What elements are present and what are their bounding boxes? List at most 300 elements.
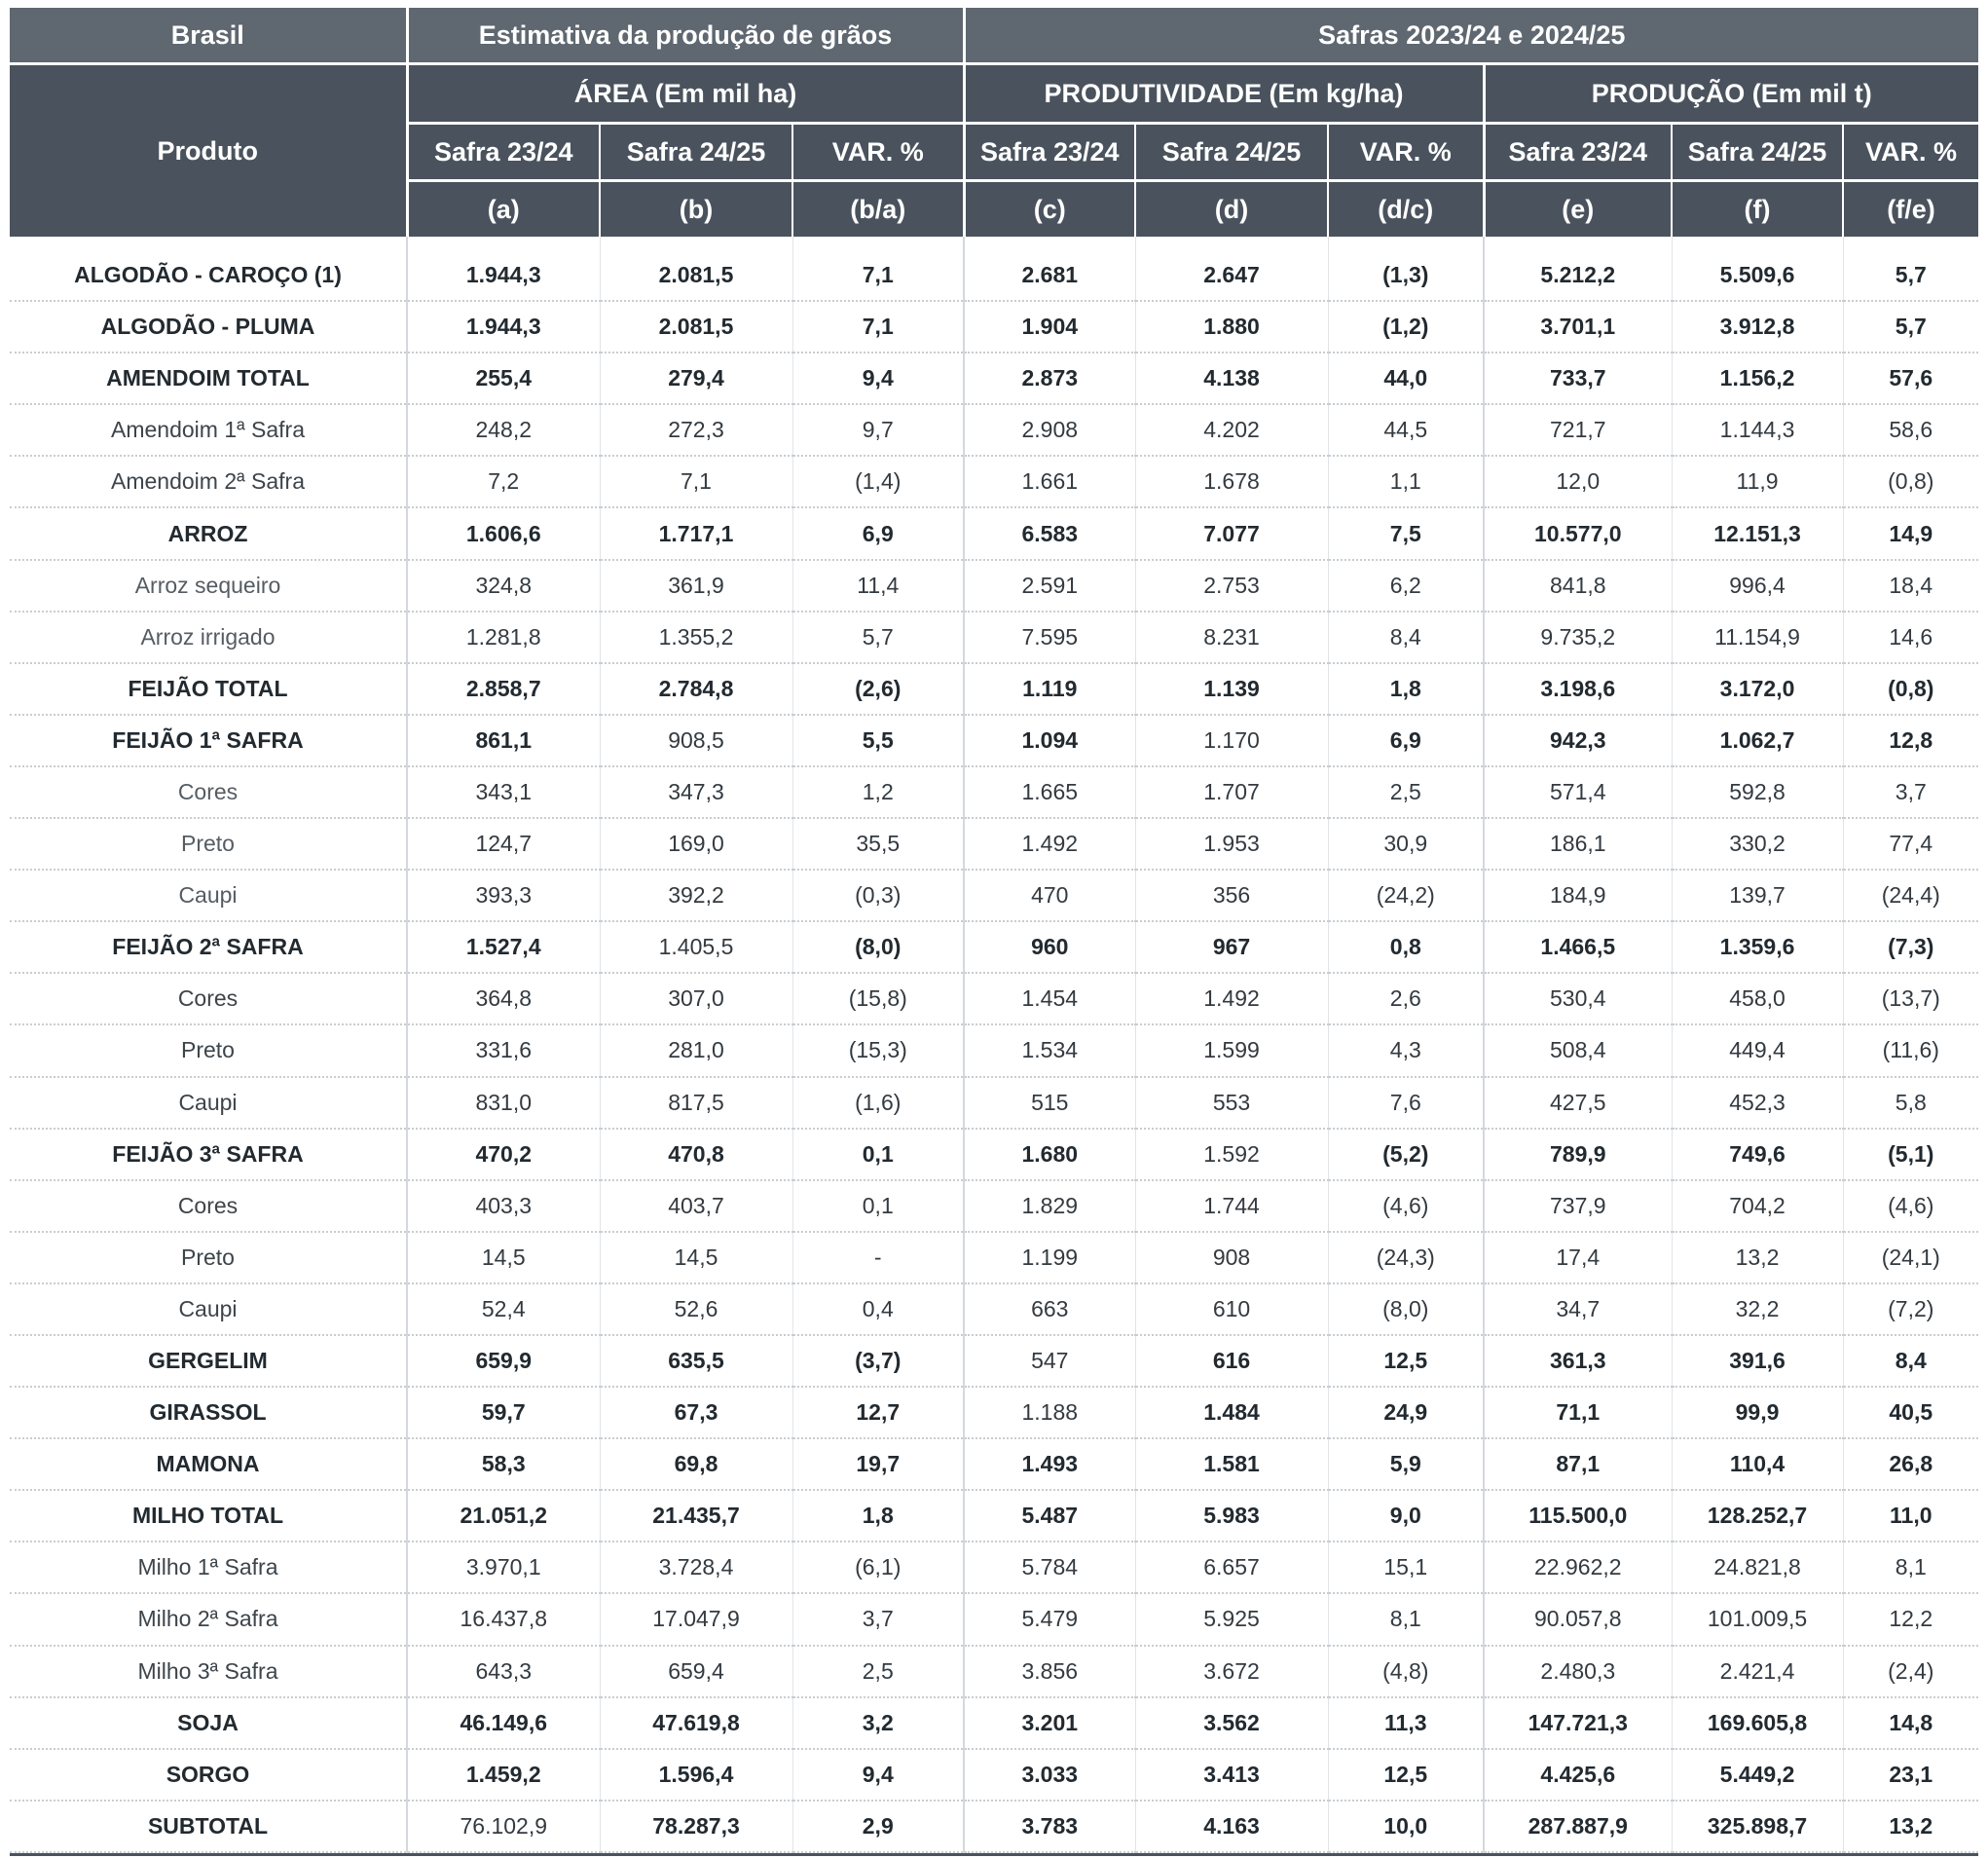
- value-cell: 659,9: [407, 1335, 600, 1387]
- value-cell: 2.784,8: [600, 663, 792, 715]
- value-cell: 1,1: [1328, 456, 1484, 507]
- value-cell: 3.970,1: [407, 1542, 600, 1593]
- product-name-cell: Preto: [10, 1024, 407, 1076]
- value-cell: 1.170: [1135, 715, 1328, 766]
- value-cell: 4.202: [1135, 404, 1328, 456]
- product-name-cell: GIRASSOL: [10, 1387, 407, 1438]
- value-cell: 4.138: [1135, 353, 1328, 404]
- product-name-cell: Preto: [10, 1232, 407, 1283]
- value-cell: 47.619,8: [600, 1697, 792, 1749]
- value-cell: (4,6): [1328, 1180, 1484, 1232]
- grain-production-table-container: [10, 8, 1978, 1853]
- value-cell: (4,6): [1843, 1180, 1978, 1232]
- value-cell: 789,9: [1484, 1129, 1672, 1180]
- value-cell: (24,4): [1843, 870, 1978, 921]
- product-name-cell: FEIJÃO TOTAL: [10, 663, 407, 715]
- value-cell: 71,1: [1484, 1387, 1672, 1438]
- value-cell: 1.904: [964, 301, 1135, 353]
- table-row: [10, 1077, 1978, 1129]
- table-row: [10, 921, 1978, 973]
- table-body: [10, 237, 1978, 1852]
- table-row: [10, 663, 1978, 715]
- table-row: [10, 1749, 1978, 1801]
- table-row: [10, 560, 1978, 612]
- value-cell: 7,1: [792, 237, 964, 301]
- value-cell: 44,0: [1328, 353, 1484, 404]
- value-cell: 3.912,8: [1672, 301, 1843, 353]
- value-cell: 5.925: [1135, 1593, 1328, 1645]
- value-cell: 32,2: [1672, 1283, 1843, 1335]
- value-cell: 330,2: [1672, 818, 1843, 870]
- table-row: [10, 404, 1978, 456]
- header-letter-c: (c): [964, 181, 1135, 238]
- value-cell: 547: [964, 1335, 1135, 1387]
- product-name-cell: FEIJÃO 3ª SAFRA: [10, 1129, 407, 1180]
- value-cell: 272,3: [600, 404, 792, 456]
- value-cell: (0,8): [1843, 456, 1978, 507]
- value-cell: 12,5: [1328, 1749, 1484, 1801]
- product-name-cell: Milho 3ª Safra: [10, 1646, 407, 1697]
- value-cell: 616: [1135, 1335, 1328, 1387]
- table-row: [10, 1335, 1978, 1387]
- value-cell: 2.908: [964, 404, 1135, 456]
- value-cell: 2.480,3: [1484, 1646, 1672, 1697]
- value-cell: 643,3: [407, 1646, 600, 1697]
- header-sub-area-2425: Safra 24/25: [600, 124, 792, 181]
- header-letter-a: (a): [407, 181, 600, 238]
- value-cell: 8,1: [1328, 1593, 1484, 1645]
- header-sub-prod-var: VAR. %: [1843, 124, 1978, 181]
- value-cell: 23,1: [1843, 1749, 1978, 1801]
- product-name-cell: AMENDOIM TOTAL: [10, 353, 407, 404]
- value-cell: (13,7): [1843, 973, 1978, 1024]
- value-cell: 5.479: [964, 1593, 1135, 1645]
- header-sub-prodt-2425: Safra 24/25: [1135, 124, 1328, 181]
- value-cell: 17,4: [1484, 1232, 1672, 1283]
- value-cell: 1.459,2: [407, 1749, 600, 1801]
- table-row: [10, 1593, 1978, 1645]
- value-cell: 470,2: [407, 1129, 600, 1180]
- value-cell: (1,4): [792, 456, 964, 507]
- value-cell: 1.596,4: [600, 1749, 792, 1801]
- value-cell: 10,0: [1328, 1801, 1484, 1852]
- value-cell: (3,7): [792, 1335, 964, 1387]
- value-cell: (5,2): [1328, 1129, 1484, 1180]
- value-cell: (8,0): [792, 921, 964, 973]
- product-name-cell: Amendoim 2ª Safra: [10, 456, 407, 507]
- value-cell: 8,1: [1843, 1542, 1978, 1593]
- value-cell: 3.783: [964, 1801, 1135, 1852]
- value-cell: 110,4: [1672, 1438, 1843, 1490]
- value-cell: 1.454: [964, 973, 1135, 1024]
- value-cell: (24,1): [1843, 1232, 1978, 1283]
- value-cell: 24,9: [1328, 1387, 1484, 1438]
- value-cell: 1.281,8: [407, 612, 600, 663]
- value-cell: 7.595: [964, 612, 1135, 663]
- value-cell: 169,0: [600, 818, 792, 870]
- value-cell: 5,7: [1843, 237, 1978, 301]
- value-cell: 1.062,7: [1672, 715, 1843, 766]
- value-cell: 908: [1135, 1232, 1328, 1283]
- value-cell: 403,3: [407, 1180, 600, 1232]
- value-cell: 3.701,1: [1484, 301, 1672, 353]
- value-cell: 1.680: [964, 1129, 1135, 1180]
- value-cell: 5.784: [964, 1542, 1135, 1593]
- value-cell: 1.953: [1135, 818, 1328, 870]
- product-name-cell: MILHO TOTAL: [10, 1490, 407, 1542]
- product-name-cell: Cores: [10, 973, 407, 1024]
- value-cell: 530,4: [1484, 973, 1672, 1024]
- product-name-cell: Caupi: [10, 870, 407, 921]
- value-cell: 12,0: [1484, 456, 1672, 507]
- value-cell: 1.492: [964, 818, 1135, 870]
- value-cell: 2,6: [1328, 973, 1484, 1024]
- value-cell: 279,4: [600, 353, 792, 404]
- value-cell: 184,9: [1484, 870, 1672, 921]
- value-cell: 3.856: [964, 1646, 1135, 1697]
- value-cell: 7,6: [1328, 1077, 1484, 1129]
- value-cell: 1.744: [1135, 1180, 1328, 1232]
- table-row: [10, 1180, 1978, 1232]
- value-cell: 7,5: [1328, 507, 1484, 559]
- value-cell: 908,5: [600, 715, 792, 766]
- table-header: [10, 8, 1978, 237]
- value-cell: (4,8): [1328, 1646, 1484, 1697]
- value-cell: 2,9: [792, 1801, 964, 1852]
- value-cell: 1.199: [964, 1232, 1135, 1283]
- value-cell: 1.606,6: [407, 507, 600, 559]
- product-name-cell: Milho 1ª Safra: [10, 1542, 407, 1593]
- value-cell: 1.188: [964, 1387, 1135, 1438]
- value-cell: 30,9: [1328, 818, 1484, 870]
- value-cell: 40,5: [1843, 1387, 1978, 1438]
- table-row: [10, 1387, 1978, 1438]
- value-cell: 8.231: [1135, 612, 1328, 663]
- product-name-cell: ALGODÃO - PLUMA: [10, 301, 407, 353]
- value-cell: 58,3: [407, 1438, 600, 1490]
- table-row: [10, 456, 1978, 507]
- value-cell: 1.665: [964, 766, 1135, 818]
- value-cell: 9,0: [1328, 1490, 1484, 1542]
- header-brasil: Brasil: [10, 8, 407, 64]
- value-cell: 14,5: [600, 1232, 792, 1283]
- value-cell: 281,0: [600, 1024, 792, 1076]
- value-cell: (2,4): [1843, 1646, 1978, 1697]
- value-cell: 19,7: [792, 1438, 964, 1490]
- value-cell: (24,2): [1328, 870, 1484, 921]
- value-cell: 11,3: [1328, 1697, 1484, 1749]
- value-cell: 1.359,6: [1672, 921, 1843, 973]
- value-cell: 393,3: [407, 870, 600, 921]
- value-cell: 1.355,2: [600, 612, 792, 663]
- value-cell: 960: [964, 921, 1135, 973]
- value-cell: 508,4: [1484, 1024, 1672, 1076]
- value-cell: 9,7: [792, 404, 964, 456]
- product-name-cell: Cores: [10, 1180, 407, 1232]
- value-cell: 3.728,4: [600, 1542, 792, 1593]
- value-cell: 356: [1135, 870, 1328, 921]
- header-safras: Safras 2023/24 e 2024/25: [964, 8, 1978, 64]
- value-cell: 452,3: [1672, 1077, 1843, 1129]
- value-cell: 3,7: [1843, 766, 1978, 818]
- header-letter-fe: (f/e): [1843, 181, 1978, 238]
- value-cell: 14,5: [407, 1232, 600, 1283]
- value-cell: 6,9: [1328, 715, 1484, 766]
- table-row: [10, 1283, 1978, 1335]
- value-cell: (5,1): [1843, 1129, 1978, 1180]
- value-cell: (1,2): [1328, 301, 1484, 353]
- value-cell: (24,3): [1328, 1232, 1484, 1283]
- value-cell: 8,4: [1843, 1335, 1978, 1387]
- value-cell: 841,8: [1484, 560, 1672, 612]
- value-cell: 14,8: [1843, 1697, 1978, 1749]
- product-name-cell: Amendoim 1ª Safra: [10, 404, 407, 456]
- value-cell: 427,5: [1484, 1077, 1672, 1129]
- value-cell: (0,8): [1843, 663, 1978, 715]
- value-cell: 659,4: [600, 1646, 792, 1697]
- value-cell: 721,7: [1484, 404, 1672, 456]
- value-cell: 996,4: [1672, 560, 1843, 612]
- value-cell: 331,6: [407, 1024, 600, 1076]
- value-cell: 5,9: [1328, 1438, 1484, 1490]
- value-cell: 1.094: [964, 715, 1135, 766]
- value-cell: 44,5: [1328, 404, 1484, 456]
- value-cell: 3.413: [1135, 1749, 1328, 1801]
- value-cell: 392,2: [600, 870, 792, 921]
- value-cell: 2.681: [964, 237, 1135, 301]
- value-cell: 5.449,2: [1672, 1749, 1843, 1801]
- product-name-cell: ARROZ: [10, 507, 407, 559]
- value-cell: 2.753: [1135, 560, 1328, 612]
- value-cell: 0,1: [792, 1180, 964, 1232]
- value-cell: 5,7: [1843, 301, 1978, 353]
- value-cell: 391,6: [1672, 1335, 1843, 1387]
- value-cell: 16.437,8: [407, 1593, 600, 1645]
- header-letter-f: (f): [1672, 181, 1843, 238]
- value-cell: (2,6): [792, 663, 964, 715]
- value-cell: 1.527,4: [407, 921, 600, 973]
- table-row: [10, 1697, 1978, 1749]
- value-cell: (0,3): [792, 870, 964, 921]
- value-cell: 3.562: [1135, 1697, 1328, 1749]
- header-area: ÁREA (Em mil ha): [407, 64, 964, 124]
- value-cell: 52,4: [407, 1283, 600, 1335]
- table-row: [10, 973, 1978, 1024]
- value-cell: 1.144,3: [1672, 404, 1843, 456]
- value-cell: 553: [1135, 1077, 1328, 1129]
- value-cell: 22.962,2: [1484, 1542, 1672, 1593]
- product-name-cell: ALGODÃO - CAROÇO (1): [10, 237, 407, 301]
- value-cell: 6,9: [792, 507, 964, 559]
- table-row: [10, 870, 1978, 921]
- product-name-cell: SORGO: [10, 1749, 407, 1801]
- header-sub-prodt-2324: Safra 23/24: [964, 124, 1135, 181]
- value-cell: 7,1: [600, 456, 792, 507]
- value-cell: 115.500,0: [1484, 1490, 1672, 1542]
- value-cell: 46.149,6: [407, 1697, 600, 1749]
- value-cell: 325.898,7: [1672, 1801, 1843, 1852]
- value-cell: 515: [964, 1077, 1135, 1129]
- value-cell: 663: [964, 1283, 1135, 1335]
- header-produto: Produto: [10, 64, 407, 238]
- value-cell: 4.163: [1135, 1801, 1328, 1852]
- value-cell: 6.583: [964, 507, 1135, 559]
- value-cell: 1.707: [1135, 766, 1328, 818]
- value-cell: 0,4: [792, 1283, 964, 1335]
- table-row: [10, 237, 1978, 301]
- value-cell: 3.172,0: [1672, 663, 1843, 715]
- value-cell: 5,8: [1843, 1077, 1978, 1129]
- value-cell: 470,8: [600, 1129, 792, 1180]
- value-cell: 5.983: [1135, 1490, 1328, 1542]
- table-row: [10, 507, 1978, 559]
- value-cell: 831,0: [407, 1077, 600, 1129]
- value-cell: 9,4: [792, 1749, 964, 1801]
- value-cell: (8,0): [1328, 1283, 1484, 1335]
- product-name-cell: Cores: [10, 766, 407, 818]
- value-cell: 18,4: [1843, 560, 1978, 612]
- value-cell: 6.657: [1135, 1542, 1328, 1593]
- value-cell: 1.119: [964, 663, 1135, 715]
- value-cell: 255,4: [407, 353, 600, 404]
- value-cell: 361,9: [600, 560, 792, 612]
- value-cell: 12,7: [792, 1387, 964, 1438]
- value-cell: 3.198,6: [1484, 663, 1672, 715]
- value-cell: 57,6: [1843, 353, 1978, 404]
- value-cell: 12,5: [1328, 1335, 1484, 1387]
- value-cell: 1.581: [1135, 1438, 1328, 1490]
- value-cell: (7,3): [1843, 921, 1978, 973]
- value-cell: 1.493: [964, 1438, 1135, 1490]
- value-cell: 3,2: [792, 1697, 964, 1749]
- value-cell: 4,3: [1328, 1024, 1484, 1076]
- value-cell: 139,7: [1672, 870, 1843, 921]
- product-name-cell: FEIJÃO 2ª SAFRA: [10, 921, 407, 973]
- value-cell: 17.047,9: [600, 1593, 792, 1645]
- value-cell: 13,2: [1843, 1801, 1978, 1852]
- table-row: [10, 1490, 1978, 1542]
- value-cell: 15,1: [1328, 1542, 1484, 1593]
- header-letter-e: (e): [1484, 181, 1672, 238]
- value-cell: 7,2: [407, 456, 600, 507]
- value-cell: (15,3): [792, 1024, 964, 1076]
- table-row: [10, 1232, 1978, 1283]
- value-cell: 287.887,9: [1484, 1801, 1672, 1852]
- value-cell: 361,3: [1484, 1335, 1672, 1387]
- value-cell: 52,6: [600, 1283, 792, 1335]
- value-cell: 8,4: [1328, 612, 1484, 663]
- value-cell: 635,5: [600, 1335, 792, 1387]
- value-cell: 2,5: [1328, 766, 1484, 818]
- value-cell: 12,2: [1843, 1593, 1978, 1645]
- value-cell: 9,4: [792, 353, 964, 404]
- product-name-cell: SUBTOTAL: [10, 1801, 407, 1852]
- value-cell: 364,8: [407, 973, 600, 1024]
- value-cell: 458,0: [1672, 973, 1843, 1024]
- value-cell: 128.252,7: [1672, 1490, 1843, 1542]
- value-cell: 861,1: [407, 715, 600, 766]
- value-cell: 2.421,4: [1672, 1646, 1843, 1697]
- value-cell: 5.212,2: [1484, 237, 1672, 301]
- value-cell: 14,9: [1843, 507, 1978, 559]
- value-cell: 2.591: [964, 560, 1135, 612]
- value-cell: 90.057,8: [1484, 1593, 1672, 1645]
- table-bottom-border: [10, 1853, 1978, 1856]
- value-cell: 7.077: [1135, 507, 1328, 559]
- value-cell: 967: [1135, 921, 1328, 973]
- value-cell: 470: [964, 870, 1135, 921]
- value-cell: 35,5: [792, 818, 964, 870]
- value-cell: 3.201: [964, 1697, 1135, 1749]
- value-cell: 1,8: [792, 1490, 964, 1542]
- value-cell: 1.492: [1135, 973, 1328, 1024]
- value-cell: (1,3): [1328, 237, 1484, 301]
- value-cell: 2.081,5: [600, 301, 792, 353]
- value-cell: 347,3: [600, 766, 792, 818]
- value-cell: 78.287,3: [600, 1801, 792, 1852]
- table-row: [10, 1542, 1978, 1593]
- value-cell: 7,1: [792, 301, 964, 353]
- value-cell: -: [792, 1232, 964, 1283]
- table-row: [10, 353, 1978, 404]
- header-produtividade: PRODUTIVIDADE (Em kg/ha): [964, 64, 1484, 124]
- value-cell: 2.873: [964, 353, 1135, 404]
- value-cell: 13,2: [1672, 1232, 1843, 1283]
- product-name-cell: FEIJÃO 1ª SAFRA: [10, 715, 407, 766]
- value-cell: 12.151,3: [1672, 507, 1843, 559]
- value-cell: 67,3: [600, 1387, 792, 1438]
- value-cell: 1.599: [1135, 1024, 1328, 1076]
- value-cell: 1.880: [1135, 301, 1328, 353]
- header-sub-prod-2324: Safra 23/24: [1484, 124, 1672, 181]
- value-cell: 324,8: [407, 560, 600, 612]
- value-cell: 76.102,9: [407, 1801, 600, 1852]
- value-cell: 3.033: [964, 1749, 1135, 1801]
- value-cell: 2.858,7: [407, 663, 600, 715]
- table-row: [10, 301, 1978, 353]
- value-cell: 99,9: [1672, 1387, 1843, 1438]
- value-cell: 1.405,5: [600, 921, 792, 973]
- header-estimativa: Estimativa da produção de grãos: [407, 8, 964, 64]
- product-name-cell: Caupi: [10, 1077, 407, 1129]
- header-sub-area-var: VAR. %: [792, 124, 964, 181]
- value-cell: 1.156,2: [1672, 353, 1843, 404]
- value-cell: 26,8: [1843, 1438, 1978, 1490]
- value-cell: 21.435,7: [600, 1490, 792, 1542]
- table-row: [10, 1646, 1978, 1697]
- table-row: [10, 1024, 1978, 1076]
- table-row: [10, 818, 1978, 870]
- value-cell: 5.509,6: [1672, 237, 1843, 301]
- value-cell: 11.154,9: [1672, 612, 1843, 663]
- product-name-cell: SOJA: [10, 1697, 407, 1749]
- value-cell: 169.605,8: [1672, 1697, 1843, 1749]
- value-cell: (11,6): [1843, 1024, 1978, 1076]
- value-cell: 58,6: [1843, 404, 1978, 456]
- value-cell: 87,1: [1484, 1438, 1672, 1490]
- value-cell: 3.672: [1135, 1646, 1328, 1697]
- value-cell: 749,6: [1672, 1129, 1843, 1180]
- value-cell: 5.487: [964, 1490, 1135, 1542]
- value-cell: (7,2): [1843, 1283, 1978, 1335]
- value-cell: 737,9: [1484, 1180, 1672, 1232]
- value-cell: 1,8: [1328, 663, 1484, 715]
- value-cell: 0,8: [1328, 921, 1484, 973]
- table-row: [10, 715, 1978, 766]
- value-cell: 1.484: [1135, 1387, 1328, 1438]
- header-producao: PRODUÇÃO (Em mil t): [1484, 64, 1978, 124]
- value-cell: 59,7: [407, 1387, 600, 1438]
